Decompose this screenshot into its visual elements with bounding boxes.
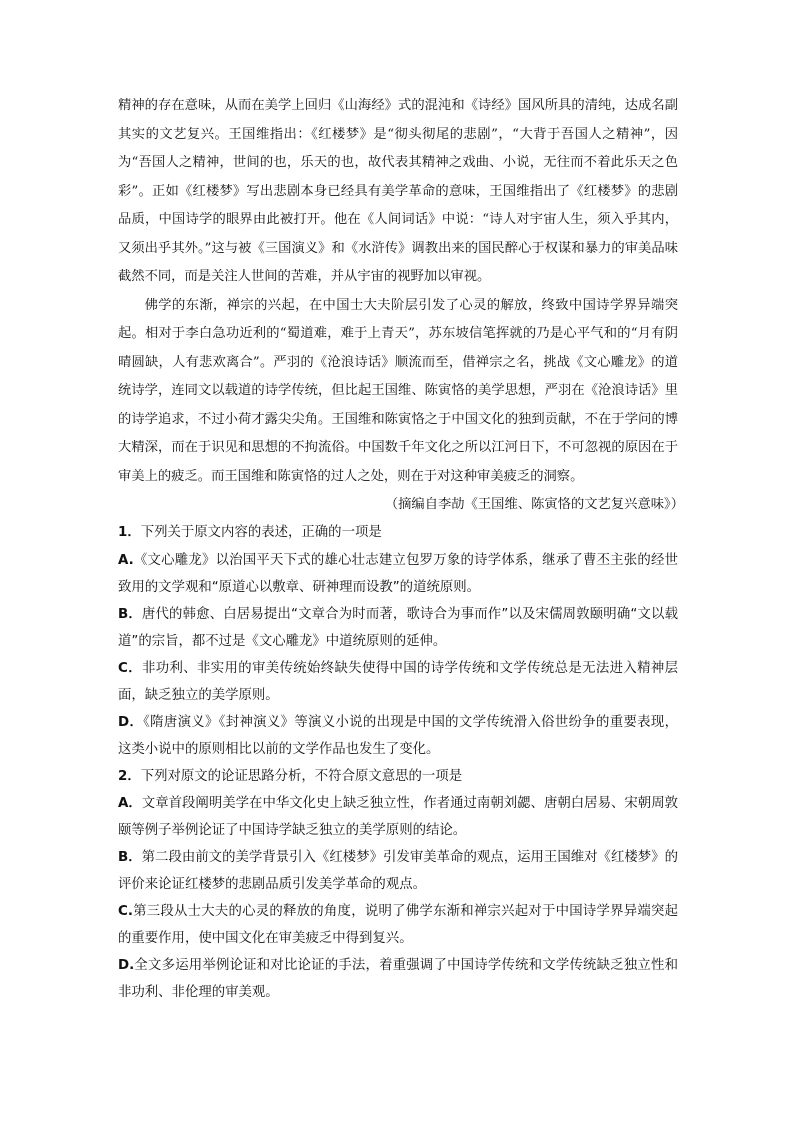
option-letter: B． [118, 850, 142, 865]
question-text: 下列对原文的论证思路分析，不符合原文意思的一项是 [140, 768, 463, 784]
option-letter: C． [118, 660, 142, 676]
option-a [118, 547, 678, 601]
option-text: 《隋唐演义》《封神演义》等演义小说的出现是中国的文学传统滑入俗世纷争的重要表现，这类小说中的原则相比以前的文学作品也发生了变化。 [118, 714, 678, 757]
option-a [118, 790, 678, 844]
option-d [118, 709, 678, 763]
option-letter: B． [118, 606, 142, 622]
question-number: 1． [118, 525, 141, 540]
option-d [118, 952, 678, 1006]
option-letter: D． [118, 714, 144, 730]
option-text: 非功利、非实用的审美传统始终缺失使得中国的诗学传统和文学传统总是无法进入精神层面，缺乏独立的美学原则。 [118, 660, 679, 703]
question-text: 下列关于原文内容的表述，正确的一项是 [140, 525, 382, 540]
question-stem [118, 763, 678, 791]
option-c [118, 655, 678, 709]
passage-paragraph-2: 佛学的东渐，禅宗的兴起，在中国士大夫阶层引发了心灵的解放，终致中国诗学界异端突起。相对于李白急功近利的“蜀道难，难于上青天”，苏东坡信笔挥就的乃是心平气和的“月有阴晴圆缺，人有悲欢离合”。严羽的《沧浪诗话》顺流而至，借禅宗之名，挑战《文心雕龙》的道统诗学，连同文以载道的诗学传统，但比起王国维、陈寅恪的美学思想，严羽在《沧浪诗话》里的诗学追求，不过小荷才露尖尖角。王国维和陈寅恪之于中国文化的独到贡献，不在于学问的博大精深，而在于识见和思想的不拘流俗。中国数千年文化之所以江河日下，不可忽视的原因在于审美上的疲乏。而王国维和陈寅恪的过人之处，则在于对这种审美疲乏的洞察。 [118, 297, 678, 484]
option-b [118, 844, 678, 898]
question-1 [118, 519, 678, 763]
question-2 [118, 763, 678, 1007]
option-text: 《文心雕龙》以治国平天下式的雄心壮志建立包罗万象的诗学体系，继承了曹丕主张的经世致用的文学观和“原道心以敷章、研神理而设教”的道统原则。 [118, 552, 678, 595]
option-letter: C. [118, 904, 133, 919]
passage-paragraph-1: 精神的存在意味，从而在美学上回归《山海经》式的混沌和《诗经》国风所具的清纯，达成名副其实的文艺复兴。王国维指出：《红楼梦》是“彻头彻尾的悲剧”，“大背于吾国人之精神”，因为“吾国人之精神，世间的也，乐天的也，故代表其精神之戏曲、小说，无往而不着此乐天之色彩”。正如《红楼梦》写出悲剧本身已经具有美学革命的意味，王国维指出了《红楼梦》的悲剧品质，中国诗学的眼界由此被打开。他在《人间词话》中说：“诗人对宇宙人生，须入乎其内，又须出乎其外。”这与被《三国演义》和《水浒传》调教出来的国民醉心于权谋和暴力的审美品味截然不同，而是关注人世间的苦难，并从宇宙的视野加以审视。 [118, 98, 678, 284]
option-letter: A． [118, 796, 142, 811]
option-c [118, 898, 678, 952]
question-stem [118, 519, 678, 547]
question-number: 2． [118, 768, 141, 784]
document-content [118, 92, 684, 1006]
option-text: 文章首段阐明美学在中华文化史上缺乏独立性，作者通过南朝刘勰、唐朝白居易、宋朝周敦颐等例子举例论证了中国诗学缺乏独立的美学原则的结论。 [118, 796, 678, 838]
option-b [118, 601, 678, 655]
passage-source: （摘编自李劼《王国维、陈寅恪的文艺复兴意味》） [384, 497, 684, 512]
option-letter: A. [118, 552, 134, 568]
option-text: 第二段由前文的美学背景引入《红楼梦》引发审美革命的观点，运用王国维对《红楼梦》的评价来论证红楼梦的悲剧品质引发美学革命的观点。 [118, 850, 678, 892]
option-letter: D. [118, 958, 135, 973]
option-text: 唐代的韩愈、白居易提出“文章合为时而著，歌诗合为事而作”以及宋儒周敦颐明确“文以载道”的宗旨，都不过是《文心雕龙》中道统原则的延伸。 [118, 606, 678, 649]
option-text: 全文多运用举例论证和对比论证的手法，着重强调了中国诗学传统和文学传统缺乏独立性和非功利、非伦理的审美观。 [118, 958, 678, 1000]
option-text: 第三段从士大夫的心灵的释放的角度，说明了佛学东渐和禅宗兴起对于中国诗学界异端突起的重要作用，使中国文化在审美疲乏中得到复兴。 [118, 904, 678, 946]
